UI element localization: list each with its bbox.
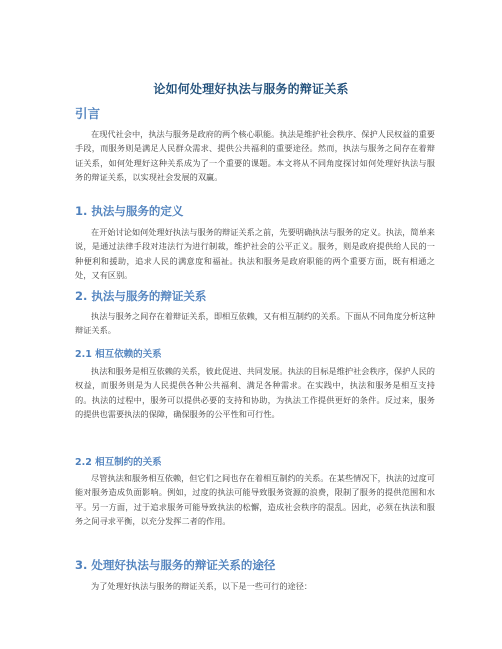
section-1-paragraph: 在开始讨论如何处理好执法与服务的辩证关系之前，先要明确执法与服务的定义。执法，简单来说，是通过法律手段对违法行为进行制裁，维护社会的公平正义。服务，则是政府提供给人民的一种便利和援助，追求人民的满意度和福祉。执法和服务是政府职能的两个重要方面，既有相通之处，又有区别。 — [75, 227, 435, 281]
section-1-heading: 1. 执法与服务的定义 — [75, 204, 184, 218]
section-2-1-heading: 2.1 相互依赖的关系 — [75, 349, 162, 360]
document-title: 论如何处理好执法与服务的辩证关系 — [153, 82, 349, 96]
section-2-2-heading: 2.2 相互制约的关系 — [75, 457, 162, 468]
intro-paragraph: 在现代社会中，执法与服务是政府的两个核心职能。执法是维护社会秩序、保护人民权益的重要手段，而服务则是满足人民群众需求、提供公共福利的重要途径。然而，执法与服务之间存在着辩证关系，如何处理好这种关系成为了一个重要的课题。本文将从不同角度探讨如何处理好执法与服务的辩证关系，以实现社会发展的双赢。 — [75, 129, 435, 183]
section-2-heading: 2. 执法与服务的辩证关系 — [75, 289, 207, 303]
section-2-2-paragraph: 尽管执法和服务相互依赖，但它们之间也存在着相互制约的关系。在某些情况下，执法的过度可能对服务造成负面影响。例如，过度的执法可能导致服务资源的浪费，限制了服务的提供范围和水平。另一方面，过于追求服务可能导致执法的松懈，造成社会秩序的混乱。因此，必须在执法和服务之间寻求平衡，以充分发挥二者的作用。 — [75, 473, 435, 527]
intro-heading: 引言 — [75, 106, 101, 121]
section-2-1-paragraph: 执法和服务是相互依赖的关系，彼此促进、共同发展。执法的目标是维护社会秩序，保护人民的权益，而服务则是为人民提供各种公共福利、满足各种需求。在实践中，执法和服务是相互支持的。执法的过程中，服务可以提供必要的支持和协助，为执法工作提供更好的条件。反过来，服务的提供也需要执法的保障，确保服务的公平性和可行性。 — [75, 366, 435, 420]
section-3-heading: 3. 处理好执法与服务的辩证关系的途径 — [75, 558, 276, 572]
section-3-paragraph: 为了处理好执法与服务的辩证关系，以下是一些可行的途径： — [91, 581, 313, 591]
section-2-paragraph: 执法与服务之间存在着辩证关系，即相互依赖，又有相互制约的关系。下面从不同角度分析这种辩证关系。 — [75, 311, 435, 336]
